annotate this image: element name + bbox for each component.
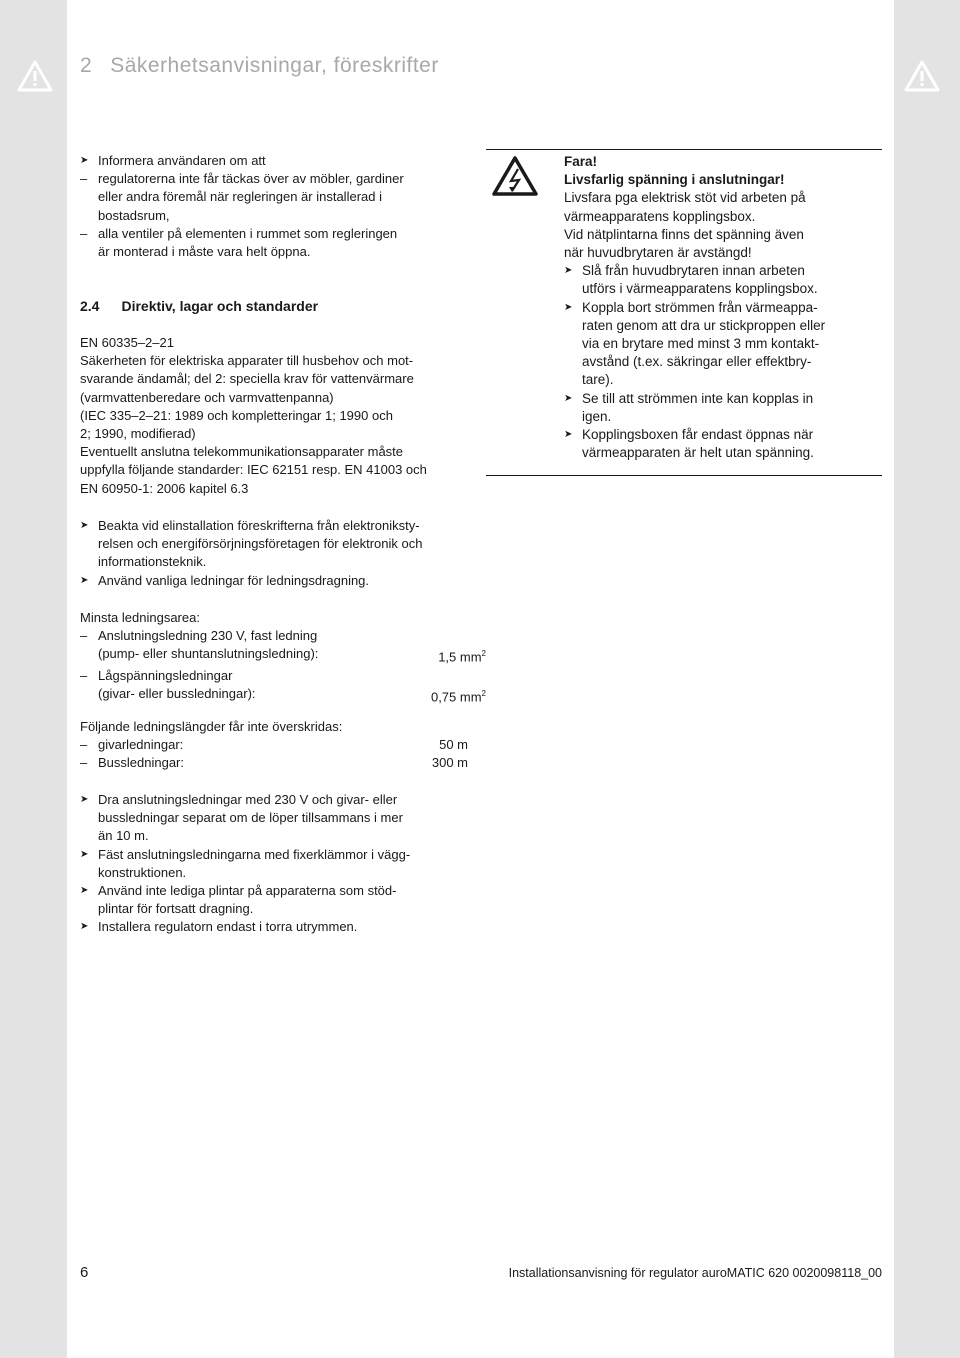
electric-hazard-icon: [492, 156, 538, 196]
text-line: EN 60335–2–21: [80, 335, 174, 350]
value-text: 0,75 mm: [430, 689, 482, 705]
text-line: – Lågspänningsledningar: [98, 667, 233, 683]
spec-label: (pump- eller shuntanslutningsledning):: [98, 646, 319, 662]
text-line: ➤ Slå från huvudbrytaren innan arbeten: [582, 263, 805, 279]
spec-label: – Bussledningar:: [98, 755, 184, 771]
text-line: ➤ Dra anslutningsledningar med 230 V och givar- eller: [98, 792, 398, 807]
cable-area-block: [80, 609, 486, 707]
text-line: – alla ventiler på elementen i rummet som regleringen: [98, 225, 398, 241]
text-line: Eventuellt anslutna telekommunikationsapparater måste: [80, 444, 404, 460]
warning-icon: [17, 60, 53, 92]
text-line: bostadsrum,: [98, 207, 170, 223]
spec-value: 300 m: [431, 755, 468, 771]
superscript: 2: [481, 689, 486, 699]
hazard-warning-box: [486, 149, 882, 476]
spec-value: [431, 685, 486, 707]
spec-row: [98, 685, 486, 707]
list-item: [80, 882, 480, 918]
value-text: 1,5 mm: [438, 649, 482, 665]
text-line: ➤ Fäst anslutningsledningarna med fixerklämmor i vägg-: [98, 846, 411, 862]
intro-bullet: ➤ Informera användaren om att: [80, 152, 480, 170]
text-line: ➤ Använd inte lediga plintar på apparaterna som stöd-: [98, 883, 397, 899]
installation-bullets: [80, 517, 480, 590]
text-line: svarande ändamål; del 2: speciella krav för vattenvärmare: [80, 371, 414, 387]
length-item: [80, 754, 480, 772]
text-line: uppfylla följande standarder: IEC 62151 resp. EN 41003 och: [80, 462, 427, 478]
text-line: ➤ Installera regulatorn endast i torra utrymmen.: [98, 919, 358, 935]
area-item: [80, 627, 486, 667]
hazard-headline: Livsfarlig spänning i anslutningar!: [564, 172, 785, 188]
page-number: 6: [80, 1264, 89, 1281]
spec-label: – givarledningar:: [98, 737, 184, 753]
text-line: informationsteknik.: [98, 554, 207, 570]
text-line: ➤ Koppla bort strömmen från värmeappa-: [582, 299, 818, 315]
section-heading: [80, 298, 318, 314]
hazard-text: [564, 153, 884, 462]
text-line: 2; 1990, modifierad): [80, 426, 196, 442]
section-title: Direktiv, lagar och standarder: [121, 298, 319, 314]
text-line: relsen och energiförsörjningsföretagen för elektronik och: [98, 536, 423, 552]
left-margin-bar: [0, 0, 67, 1358]
routing-bullets: [80, 791, 480, 937]
document-reference: Installationsanvisning för regulator auroMATIC 620 0020098118_00: [508, 1266, 882, 1280]
text-line: när huvudbrytaren är avstängd!: [564, 245, 752, 261]
text-line: utförs i värmeapparatens kopplingsbox.: [582, 281, 818, 297]
text-line: ➤ Använd vanliga ledningar för ledningsdragning.: [98, 572, 370, 588]
spec-value: [438, 645, 486, 667]
text-line: (varmvattenberedare och varmvattenpanna): [80, 389, 334, 405]
list-item: [80, 918, 480, 936]
text-line: ➤ Beakta vid elinstallation föreskrifterna från elektroniksty-: [98, 518, 420, 533]
area-title: Minsta ledningsarea:: [80, 610, 200, 625]
text-line: värmeapparaten är helt utan spänning.: [582, 445, 814, 461]
text-line: än 10 m.: [98, 828, 149, 844]
warning-icon: [904, 60, 940, 92]
list-item: [564, 426, 884, 462]
spec-label: (givar- eller bussledningar):: [98, 686, 256, 702]
superscript: 2: [481, 649, 486, 659]
text-line: eller andra föremål när regleringen är installerad i: [98, 189, 382, 205]
text-line: Livsfara pga elektrisk stöt vid arbeten på: [564, 190, 806, 206]
text-line: – regulatorerna inte får täckas över av möbler, gardiner: [98, 171, 404, 187]
text-line: Vid nätplintarna finns det spänning även: [564, 226, 804, 242]
hazard-label: Fara!: [564, 154, 598, 169]
text-line: ➤ Se till att strömmen inte kan kopplas in: [582, 390, 814, 406]
spec-row: [98, 645, 486, 667]
length-item: [80, 736, 480, 754]
text-line: via en brytare med minst 3 mm kontakt-: [582, 336, 820, 352]
text-line: ➤ Kopplingsboxen får endast öppnas när: [582, 427, 814, 443]
chapter-header: [80, 54, 439, 78]
cable-length-block: [80, 718, 480, 773]
list-item: [564, 262, 884, 298]
text-line: EN 60950-1: 2006 kapitel 6.3: [80, 480, 249, 496]
list-item: [80, 517, 480, 572]
text-line: tare).: [582, 372, 614, 388]
area-item: [80, 667, 486, 707]
list-item: [564, 390, 884, 426]
intro-dash-item: [80, 225, 480, 261]
intro-dash-item: [80, 170, 480, 225]
standards-text: [80, 334, 480, 498]
spec-row: [98, 736, 468, 754]
chapter-title: Säkerhetsanvisningar, föreskrifter: [110, 54, 439, 77]
text-line: avstånd (t.ex. säkringar eller effektbry-: [582, 354, 812, 370]
text-line: bussledningar separat om de löper tillsammans i mer: [98, 810, 403, 826]
text-line: är monterad i måste vara helt öppna.: [98, 244, 311, 260]
text-line: konstruktionen.: [98, 864, 187, 880]
section-number: 2.4: [80, 298, 100, 314]
list-item: [80, 791, 480, 846]
text-line: igen.: [582, 408, 612, 424]
list-item: [80, 572, 480, 590]
chapter-number: 2: [80, 54, 93, 77]
text-line: raten genom att dra ur stickproppen eller: [582, 317, 826, 333]
list-item: [564, 299, 884, 390]
text-line: plintar för fortsatt dragning.: [98, 901, 254, 917]
text-line: – Anslutningsledning 230 V, fast ledning: [98, 628, 318, 644]
intro-block: [80, 152, 480, 261]
right-margin-bar: [894, 0, 960, 1358]
text-line: värmeapparatens kopplingsbox.: [564, 208, 756, 224]
spec-value: 50 m: [439, 737, 468, 753]
lengths-title: Följande ledningslängder får inte överskridas:: [80, 719, 343, 734]
text-line: (IEC 335–2–21: 1989 och kompletteringar 1; 1990 och: [80, 407, 393, 423]
list-item: [80, 846, 480, 882]
spec-row: [98, 754, 468, 772]
text-line: Säkerheten för elektriska apparater till husbehov och mot-: [80, 353, 414, 369]
